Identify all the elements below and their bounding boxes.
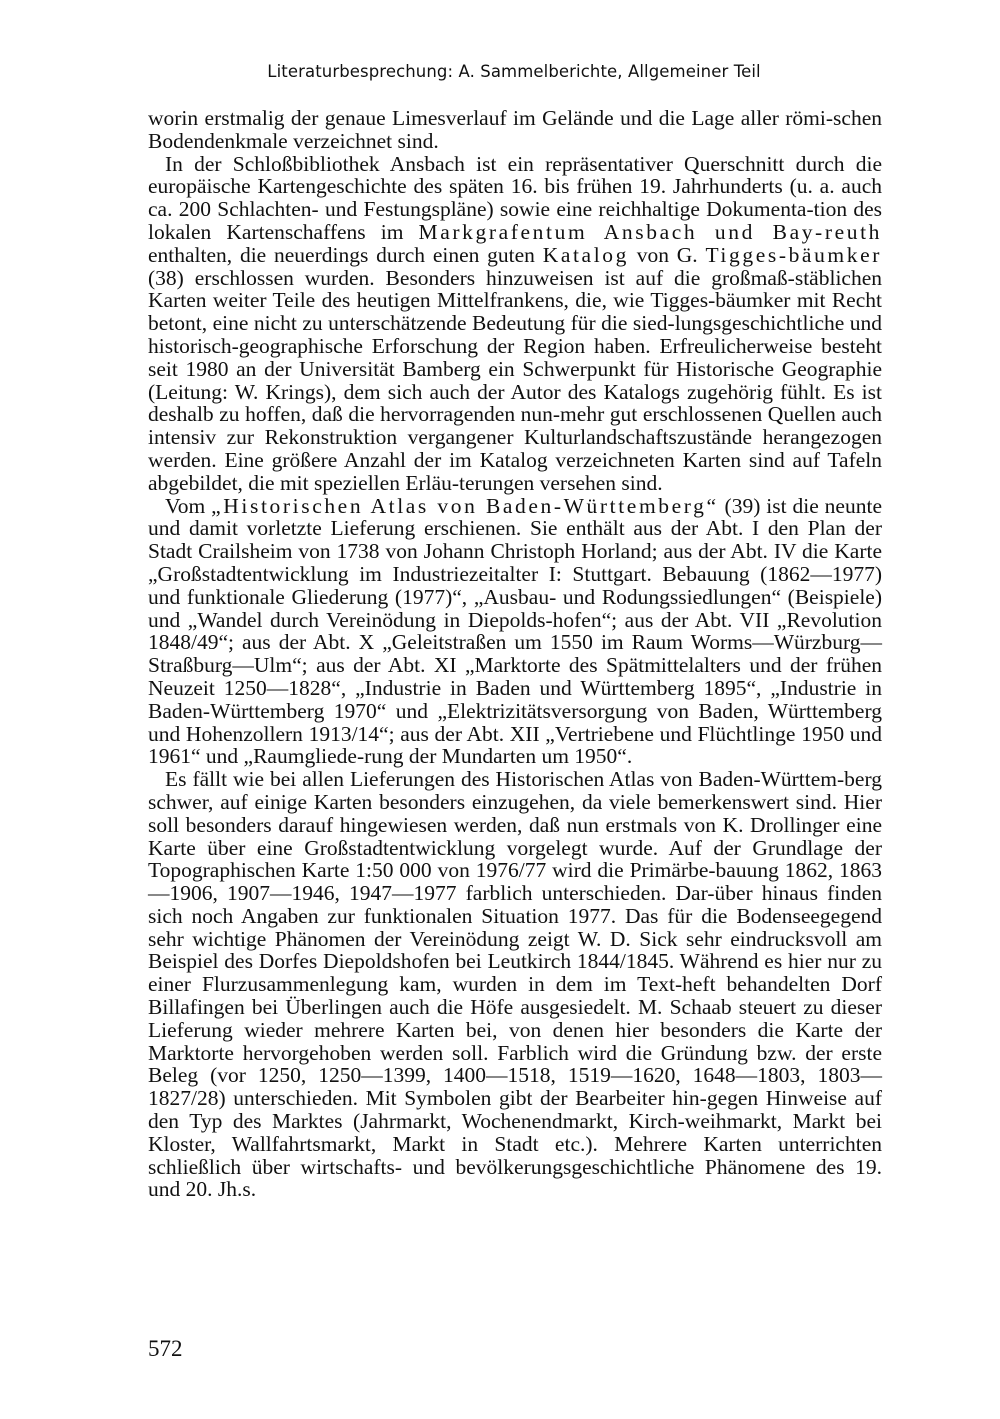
paragraph-1: worin erstmalig der genaue Limesverlauf im Gelände und die Lage aller römi-schen Bodendenkmale verzeichnet sind. — [148, 106, 882, 153]
paragraph-3 — [148, 495, 882, 769]
page-number: 572 — [148, 1336, 183, 1361]
paragraph-2-text-c: von G. — [628, 242, 706, 267]
body-text — [148, 107, 882, 1201]
paragraph-2-text-b: enthalten, die neuerdings durch einen guten — [148, 242, 543, 267]
paragraph-3-text-a: Vom — [165, 493, 212, 518]
paragraph-4: Es fällt wie bei allen Lieferungen des Historischen Atlas von Baden-Württem-berg schwer, auf einige Karten besonders einzugehen, da viele bemerkenswert sind. Hier soll besonders darauf hingewiesen werden, daß nun erstmals von K. Drollinger eine Karte über eine Großstadtentwicklung vorgelegt wurde. Auf der Grundlage der Topographischen Karte 1:50 000 von 1976/77 wird die Primärbe-bauung 1862, 1863—1906, 1907—1946, 1947—1977 farblich unterschieden. Dar-über hinaus finden sich noch Angaben zur funktionalen Situation 1977. Das für die Bodenseegegend sehr wichtige Phänomen der Vereinödung zeigt W. D. Sick sehr eindrucksvoll am Beispiel des Dorfes Diepoldshofen bei Leutkirch 1844/1845. Während es hier nur zu einer Flurzusammenlegung kam, wurden in dem im Text-heft behandelten Dorf Billafingen bei Überlingen auch die Höfe ausgesiedelt. M. Schaab steuert zu dieser Lieferung wieder mehrere Karten bei, von denen hier besonders die Karte der Marktorte hervorgehoben werden soll. Farblich wird die Gründung bzw. der erste Beleg (vor 1250, 1250—1399, 1400—1518, 1519—1620, 1648—1803, 1803—1827/28) unterschieden. Mit Symbolen gibt der Bearbeiter hin-gegen Hinweise auf den Typ des Marktes (Jahrmarkt, Wochenendmarkt, Kirch-weihmarkt, Markt bei Kloster, Wallfahrtsmarkt, Markt in Stadt etc.). Mehrere Karten unterrichten schließlich über wirtschafts- und bevölkerungsgeschichtliche Phänomene des 19. und 20. Jh.s. — [148, 767, 882, 1202]
spaced-emphasis-atlas-title: „Historischen Atlas von Baden-Württemberg“ — [211, 493, 719, 518]
spaced-emphasis-katalog: Katalog — [542, 242, 629, 267]
paragraph-3-text-b: (39) ist die neunte und damit vorletzte Lieferung erschienen. Sie enthält aus der Abt. I den Plan der Stadt Crailsheim von 1738 von Johann Christoph Horland; aus der Abt. IV die Karte „Großstadtentwicklung im Industriezeitalter I: Stuttgart. Bebauung (1862—1977) und funktionale Gliederung (1977)“, „Ausbau- und Rodungssiedlungen“ (Beispiele) und „Wandel durch Vereinödung in Diepolds-hofen“; aus der Abt. VII „Revolution 1848/49“; aus der Abt. X „Geleitstraßen um 1550 im Raum Worms—Würzburg—Straßburg—Ulm“; aus der Abt. XI „Marktorte des Spätmittelalters und der frühen Neuzeit 1250—1828“, „Industrie in Baden und Württemberg 1895“, „Industrie in Baden-Württemberg 1970“ und „Elektrizitätsversorgung von Baden, Württemberg und Hohenzollern 1913/14“; aus der Abt. XII „Vertriebene und Flüchtlinge 1950 und 1961“ und „Raumgliede-rung der Mundarten um 1950“. — [148, 493, 882, 769]
spaced-emphasis-markgrafentum: Markgrafentum Ansbach und Bay-reuth — [418, 219, 882, 244]
spaced-emphasis-author: Tigges-bäumker — [705, 242, 882, 267]
paragraph-2 — [148, 153, 882, 495]
paragraph-2-text-d: (38) erschlossen wurden. Besonders hinzuweisen ist auf die großmaß-stäblichen Karten weiter Teile des heutigen Mittelfrankens, die, wie Tigges-bäumker mit Recht betont, eine nicht zu unterschätzende Bedeutung für die sied-lungsgeschichtliche und historisch-geographische Erforschung der Region haben. Erfreulicherweise besteht seit 1980 an der Universität Bamberg ein Schwerpunkt für Historische Geographie (Leitung: W. Krings), dem sich auch der Autor des Katalogs zugehörig fühlt. Es ist deshalb zu hoffen, daß die hervorragenden nun-mehr gut erschlossenen Quellen auch intensiv zur Rekonstruktion vergangener Kulturlandschaftszustände herangezogen werden. Eine größere Anzahl der im Katalog verzeichneten Karten sind auf Tafeln abgebildet, die mit speziellen Erläu-terungen versehen sind. — [148, 265, 882, 495]
running-head: Literaturbesprechung: A. Sammelberichte, Allgemeiner Teil — [267, 62, 761, 81]
paragraph-2-text-a: In der Schloßbibliothek Ansbach ist ein repräsentativer Querschnitt durch die europäische Kartengeschichte des späten 16. bis frühen 19. Jahrhunderts (u. a. auch ca. 200 Schlachten- und Festungspläne) sowie eine reichhaltige Dokumenta-tion des lokalen Kartenschaffens im — [148, 151, 882, 244]
